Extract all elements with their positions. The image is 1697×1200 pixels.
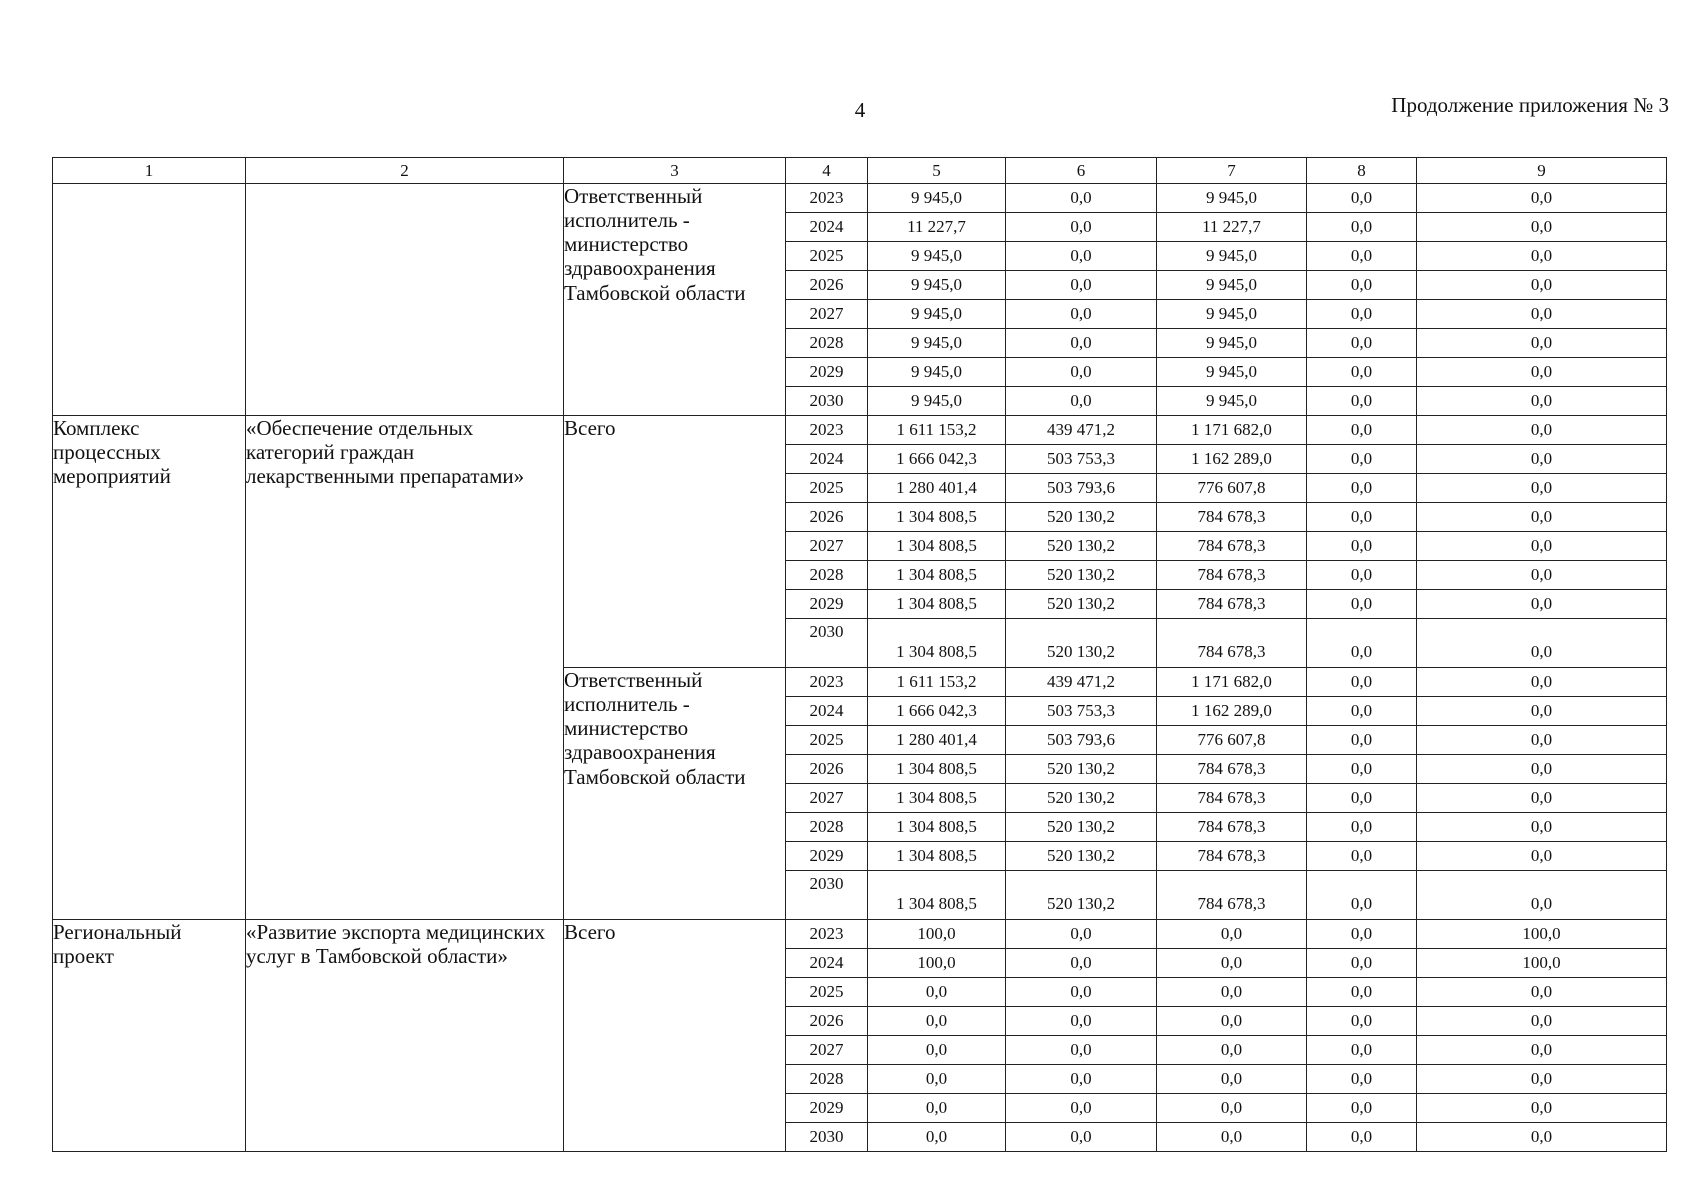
amount-cell-col8: 0,0 <box>1307 474 1417 503</box>
amount-cell-col9: 0,0 <box>1417 329 1667 358</box>
amount-cell-col6: 0,0 <box>1006 184 1157 213</box>
amount-cell-col8: 0,0 <box>1307 726 1417 755</box>
amount-cell-col6: 0,0 <box>1006 1123 1157 1152</box>
amount-cell-col5: 9 945,0 <box>868 387 1006 416</box>
year-cell: 2028 <box>786 561 868 590</box>
amount-cell-col5: 1 304 808,5 <box>868 590 1006 619</box>
year-cell: 2030 <box>786 619 868 668</box>
amount-cell-col9: 0,0 <box>1417 871 1667 920</box>
year-cell: 2030 <box>786 387 868 416</box>
page-number: 4 <box>854 98 866 122</box>
amount-cell-col6: 503 793,6 <box>1006 726 1157 755</box>
amount-cell-col8: 0,0 <box>1307 1007 1417 1036</box>
amount-cell-col5: 1 304 808,5 <box>868 619 1006 668</box>
year-cell: 2024 <box>786 445 868 474</box>
column-number-8: 8 <box>1307 158 1417 184</box>
amount-cell-col8: 0,0 <box>1307 871 1417 920</box>
year-cell: 2030 <box>786 1123 868 1152</box>
table-body <box>53 184 1667 1152</box>
amount-cell-col7: 9 945,0 <box>1157 387 1307 416</box>
amount-cell-col7: 0,0 <box>1157 1065 1307 1094</box>
amount-cell-col8: 0,0 <box>1307 358 1417 387</box>
amount-cell-col5: 9 945,0 <box>868 271 1006 300</box>
year-cell: 2030 <box>786 871 868 920</box>
amount-cell-col6: 0,0 <box>1006 978 1157 1007</box>
column-number-4: 4 <box>786 158 868 184</box>
column-number-5: 5 <box>868 158 1006 184</box>
amount-cell-col5: 9 945,0 <box>868 242 1006 271</box>
year-cell: 2026 <box>786 755 868 784</box>
amount-cell-col6: 0,0 <box>1006 920 1157 949</box>
amount-cell-col6: 0,0 <box>1006 387 1157 416</box>
amount-cell-col6: 520 130,2 <box>1006 784 1157 813</box>
amount-cell-col9: 0,0 <box>1417 1036 1667 1065</box>
amount-cell-col6: 0,0 <box>1006 242 1157 271</box>
amount-cell-col7: 784 678,3 <box>1157 813 1307 842</box>
amount-cell-col8: 0,0 <box>1307 755 1417 784</box>
year-cell: 2028 <box>786 1065 868 1094</box>
table-header <box>53 158 1667 184</box>
amount-cell-col5: 100,0 <box>868 949 1006 978</box>
amount-cell-col8: 0,0 <box>1307 1123 1417 1152</box>
column-number-2: 2 <box>246 158 564 184</box>
year-cell: 2029 <box>786 1094 868 1123</box>
amount-cell-col7: 784 678,3 <box>1157 561 1307 590</box>
amount-cell-col9: 0,0 <box>1417 1123 1667 1152</box>
amount-cell-col9: 0,0 <box>1417 300 1667 329</box>
amount-cell-col8: 0,0 <box>1307 329 1417 358</box>
column-number-6: 6 <box>1006 158 1157 184</box>
amount-cell-col9: 0,0 <box>1417 726 1667 755</box>
executor-cell: Ответственный исполнитель - министерство здравоохранения Тамбовской области <box>564 184 786 416</box>
amount-cell-col6: 0,0 <box>1006 271 1157 300</box>
amount-cell-col8: 0,0 <box>1307 697 1417 726</box>
amount-cell-col5: 1 304 808,5 <box>868 755 1006 784</box>
amount-cell-col6: 520 130,2 <box>1006 871 1157 920</box>
amount-cell-col9: 0,0 <box>1417 1007 1667 1036</box>
amount-cell-col9: 0,0 <box>1417 242 1667 271</box>
amount-cell-col9: 0,0 <box>1417 561 1667 590</box>
amount-cell-col7: 9 945,0 <box>1157 300 1307 329</box>
amount-cell-col9: 0,0 <box>1417 668 1667 697</box>
amount-cell-col6: 0,0 <box>1006 1036 1157 1065</box>
section-title-cell <box>246 184 564 416</box>
year-cell: 2026 <box>786 271 868 300</box>
amount-cell-col5: 9 945,0 <box>868 300 1006 329</box>
amount-cell-col6: 520 130,2 <box>1006 842 1157 871</box>
year-cell: 2025 <box>786 242 868 271</box>
amount-cell-col7: 0,0 <box>1157 920 1307 949</box>
amount-cell-col7: 9 945,0 <box>1157 271 1307 300</box>
amount-cell-col7: 9 945,0 <box>1157 329 1307 358</box>
amount-cell-col8: 0,0 <box>1307 532 1417 561</box>
amount-cell-col5: 1 304 808,5 <box>868 561 1006 590</box>
amount-cell-col8: 0,0 <box>1307 813 1417 842</box>
amount-cell-col7: 784 678,3 <box>1157 619 1307 668</box>
amount-cell-col8: 0,0 <box>1307 1065 1417 1094</box>
column-number-7: 7 <box>1157 158 1307 184</box>
amount-cell-col6: 0,0 <box>1006 213 1157 242</box>
amount-cell-col5: 1 666 042,3 <box>868 445 1006 474</box>
amount-cell-col6: 0,0 <box>1006 329 1157 358</box>
year-cell: 2027 <box>786 1036 868 1065</box>
amount-cell-col8: 0,0 <box>1307 920 1417 949</box>
amount-cell-col9: 0,0 <box>1417 213 1667 242</box>
amount-cell-col7: 776 607,8 <box>1157 726 1307 755</box>
amount-cell-col9: 0,0 <box>1417 503 1667 532</box>
amount-cell-col7: 1 162 289,0 <box>1157 445 1307 474</box>
amount-cell-col6: 520 130,2 <box>1006 755 1157 784</box>
amount-cell-col9: 0,0 <box>1417 474 1667 503</box>
amount-cell-col9: 0,0 <box>1417 619 1667 668</box>
amount-cell-col5: 11 227,7 <box>868 213 1006 242</box>
year-cell: 2029 <box>786 842 868 871</box>
year-cell: 2023 <box>786 416 868 445</box>
year-cell: 2025 <box>786 474 868 503</box>
amount-cell-col9: 0,0 <box>1417 358 1667 387</box>
amount-cell-col8: 0,0 <box>1307 242 1417 271</box>
year-cell: 2029 <box>786 358 868 387</box>
amount-cell-col6: 0,0 <box>1006 300 1157 329</box>
amount-cell-col5: 1 666 042,3 <box>868 697 1006 726</box>
amount-cell-col9: 0,0 <box>1417 590 1667 619</box>
year-cell: 2028 <box>786 813 868 842</box>
section-type-cell <box>53 184 246 416</box>
amount-cell-col6: 0,0 <box>1006 358 1157 387</box>
amount-cell-col8: 0,0 <box>1307 949 1417 978</box>
amount-cell-col5: 0,0 <box>868 1123 1006 1152</box>
amount-cell-col7: 784 678,3 <box>1157 842 1307 871</box>
year-cell: 2023 <box>786 184 868 213</box>
amount-cell-col8: 0,0 <box>1307 184 1417 213</box>
amount-cell-col6: 503 753,3 <box>1006 445 1157 474</box>
table-row <box>53 416 1667 445</box>
year-cell: 2025 <box>786 726 868 755</box>
appendix-caption: Продолжение приложения № 3 <box>1391 93 1669 117</box>
amount-cell-col8: 0,0 <box>1307 1036 1417 1065</box>
column-number-9: 9 <box>1417 158 1667 184</box>
amount-cell-col8: 0,0 <box>1307 1094 1417 1123</box>
year-cell: 2027 <box>786 784 868 813</box>
amount-cell-col8: 0,0 <box>1307 271 1417 300</box>
amount-cell-col7: 0,0 <box>1157 1123 1307 1152</box>
amount-cell-col5: 1 611 153,2 <box>868 668 1006 697</box>
amount-cell-col5: 1 304 808,5 <box>868 784 1006 813</box>
amount-cell-col7: 11 227,7 <box>1157 213 1307 242</box>
section-type-cell: Региональный проект <box>53 920 246 1152</box>
amount-cell-col9: 100,0 <box>1417 949 1667 978</box>
amount-cell-col6: 503 753,3 <box>1006 697 1157 726</box>
amount-cell-col9: 0,0 <box>1417 697 1667 726</box>
amount-cell-col5: 0,0 <box>868 1036 1006 1065</box>
column-number-1: 1 <box>53 158 246 184</box>
amount-cell-col8: 0,0 <box>1307 784 1417 813</box>
year-cell: 2023 <box>786 920 868 949</box>
amount-cell-col8: 0,0 <box>1307 300 1417 329</box>
amount-cell-col9: 0,0 <box>1417 813 1667 842</box>
amount-cell-col7: 784 678,3 <box>1157 784 1307 813</box>
amount-cell-col9: 0,0 <box>1417 387 1667 416</box>
amount-cell-col6: 0,0 <box>1006 1007 1157 1036</box>
table-row <box>53 920 1667 949</box>
year-cell: 2024 <box>786 697 868 726</box>
column-number-3: 3 <box>564 158 786 184</box>
amount-cell-col7: 0,0 <box>1157 1036 1307 1065</box>
amount-cell-col7: 776 607,8 <box>1157 474 1307 503</box>
budget-table <box>52 157 1667 1152</box>
amount-cell-col5: 1 304 808,5 <box>868 532 1006 561</box>
amount-cell-col7: 9 945,0 <box>1157 358 1307 387</box>
year-cell: 2026 <box>786 503 868 532</box>
amount-cell-col9: 0,0 <box>1417 842 1667 871</box>
year-cell: 2029 <box>786 590 868 619</box>
amount-cell-col6: 520 130,2 <box>1006 590 1157 619</box>
section-type-cell: Комплекс процессных мероприятий <box>53 416 246 920</box>
amount-cell-col8: 0,0 <box>1307 503 1417 532</box>
amount-cell-col9: 0,0 <box>1417 532 1667 561</box>
section-title-cell: «Обеспечение отдельных категорий граждан лекарственными препаратами» <box>246 416 564 920</box>
amount-cell-col6: 520 130,2 <box>1006 813 1157 842</box>
amount-cell-col5: 0,0 <box>868 1007 1006 1036</box>
amount-cell-col5: 0,0 <box>868 978 1006 1007</box>
amount-cell-col6: 520 130,2 <box>1006 561 1157 590</box>
amount-cell-col8: 0,0 <box>1307 590 1417 619</box>
amount-cell-col9: 100,0 <box>1417 920 1667 949</box>
amount-cell-col5: 1 304 808,5 <box>868 842 1006 871</box>
amount-cell-col9: 0,0 <box>1417 978 1667 1007</box>
amount-cell-col8: 0,0 <box>1307 416 1417 445</box>
amount-cell-col7: 784 678,3 <box>1157 871 1307 920</box>
amount-cell-col7: 784 678,3 <box>1157 755 1307 784</box>
year-cell: 2027 <box>786 532 868 561</box>
amount-cell-col5: 0,0 <box>868 1065 1006 1094</box>
amount-cell-col5: 1 280 401,4 <box>868 726 1006 755</box>
amount-cell-col8: 0,0 <box>1307 978 1417 1007</box>
column-number-row <box>53 158 1667 184</box>
executor-cell: Всего <box>564 416 786 668</box>
amount-cell-col8: 0,0 <box>1307 387 1417 416</box>
amount-cell-col7: 0,0 <box>1157 1094 1307 1123</box>
year-cell: 2023 <box>786 668 868 697</box>
amount-cell-col6: 0,0 <box>1006 1094 1157 1123</box>
amount-cell-col5: 9 945,0 <box>868 184 1006 213</box>
amount-cell-col9: 0,0 <box>1417 784 1667 813</box>
amount-cell-col6: 0,0 <box>1006 949 1157 978</box>
amount-cell-col5: 1 304 808,5 <box>868 503 1006 532</box>
amount-cell-col9: 0,0 <box>1417 445 1667 474</box>
amount-cell-col6: 439 471,2 <box>1006 668 1157 697</box>
amount-cell-col8: 0,0 <box>1307 561 1417 590</box>
amount-cell-col7: 1 171 682,0 <box>1157 668 1307 697</box>
amount-cell-col9: 0,0 <box>1417 1065 1667 1094</box>
year-cell: 2026 <box>786 1007 868 1036</box>
amount-cell-col5: 1 304 808,5 <box>868 813 1006 842</box>
amount-cell-col5: 1 280 401,4 <box>868 474 1006 503</box>
section-title-cell: «Развитие экспорта медицинских услуг в Тамбовской области» <box>246 920 564 1152</box>
amount-cell-col7: 0,0 <box>1157 1007 1307 1036</box>
executor-cell: Всего <box>564 920 786 1152</box>
amount-cell-col8: 0,0 <box>1307 842 1417 871</box>
amount-cell-col5: 100,0 <box>868 920 1006 949</box>
amount-cell-col7: 9 945,0 <box>1157 184 1307 213</box>
amount-cell-col6: 520 130,2 <box>1006 532 1157 561</box>
amount-cell-col9: 0,0 <box>1417 755 1667 784</box>
executor-cell: Ответственный исполнитель - министерство здравоохранения Тамбовской области <box>564 668 786 920</box>
amount-cell-col9: 0,0 <box>1417 184 1667 213</box>
amount-cell-col7: 1 162 289,0 <box>1157 697 1307 726</box>
amount-cell-col6: 0,0 <box>1006 1065 1157 1094</box>
amount-cell-col5: 1 304 808,5 <box>868 871 1006 920</box>
amount-cell-col9: 0,0 <box>1417 271 1667 300</box>
amount-cell-col6: 439 471,2 <box>1006 416 1157 445</box>
amount-cell-col7: 784 678,3 <box>1157 590 1307 619</box>
amount-cell-col6: 520 130,2 <box>1006 503 1157 532</box>
amount-cell-col5: 1 611 153,2 <box>868 416 1006 445</box>
amount-cell-col8: 0,0 <box>1307 445 1417 474</box>
table-row <box>53 184 1667 213</box>
amount-cell-col7: 0,0 <box>1157 949 1307 978</box>
amount-cell-col7: 1 171 682,0 <box>1157 416 1307 445</box>
amount-cell-col7: 784 678,3 <box>1157 503 1307 532</box>
amount-cell-col5: 9 945,0 <box>868 358 1006 387</box>
amount-cell-col8: 0,0 <box>1307 619 1417 668</box>
amount-cell-col8: 0,0 <box>1307 213 1417 242</box>
amount-cell-col9: 0,0 <box>1417 1094 1667 1123</box>
year-cell: 2025 <box>786 978 868 1007</box>
year-cell: 2028 <box>786 329 868 358</box>
amount-cell-col7: 9 945,0 <box>1157 242 1307 271</box>
amount-cell-col5: 9 945,0 <box>868 329 1006 358</box>
year-cell: 2024 <box>786 213 868 242</box>
amount-cell-col7: 784 678,3 <box>1157 532 1307 561</box>
amount-cell-col6: 520 130,2 <box>1006 619 1157 668</box>
amount-cell-col6: 503 793,6 <box>1006 474 1157 503</box>
year-cell: 2024 <box>786 949 868 978</box>
year-cell: 2027 <box>786 300 868 329</box>
amount-cell-col7: 0,0 <box>1157 978 1307 1007</box>
amount-cell-col8: 0,0 <box>1307 668 1417 697</box>
amount-cell-col5: 0,0 <box>868 1094 1006 1123</box>
amount-cell-col9: 0,0 <box>1417 416 1667 445</box>
